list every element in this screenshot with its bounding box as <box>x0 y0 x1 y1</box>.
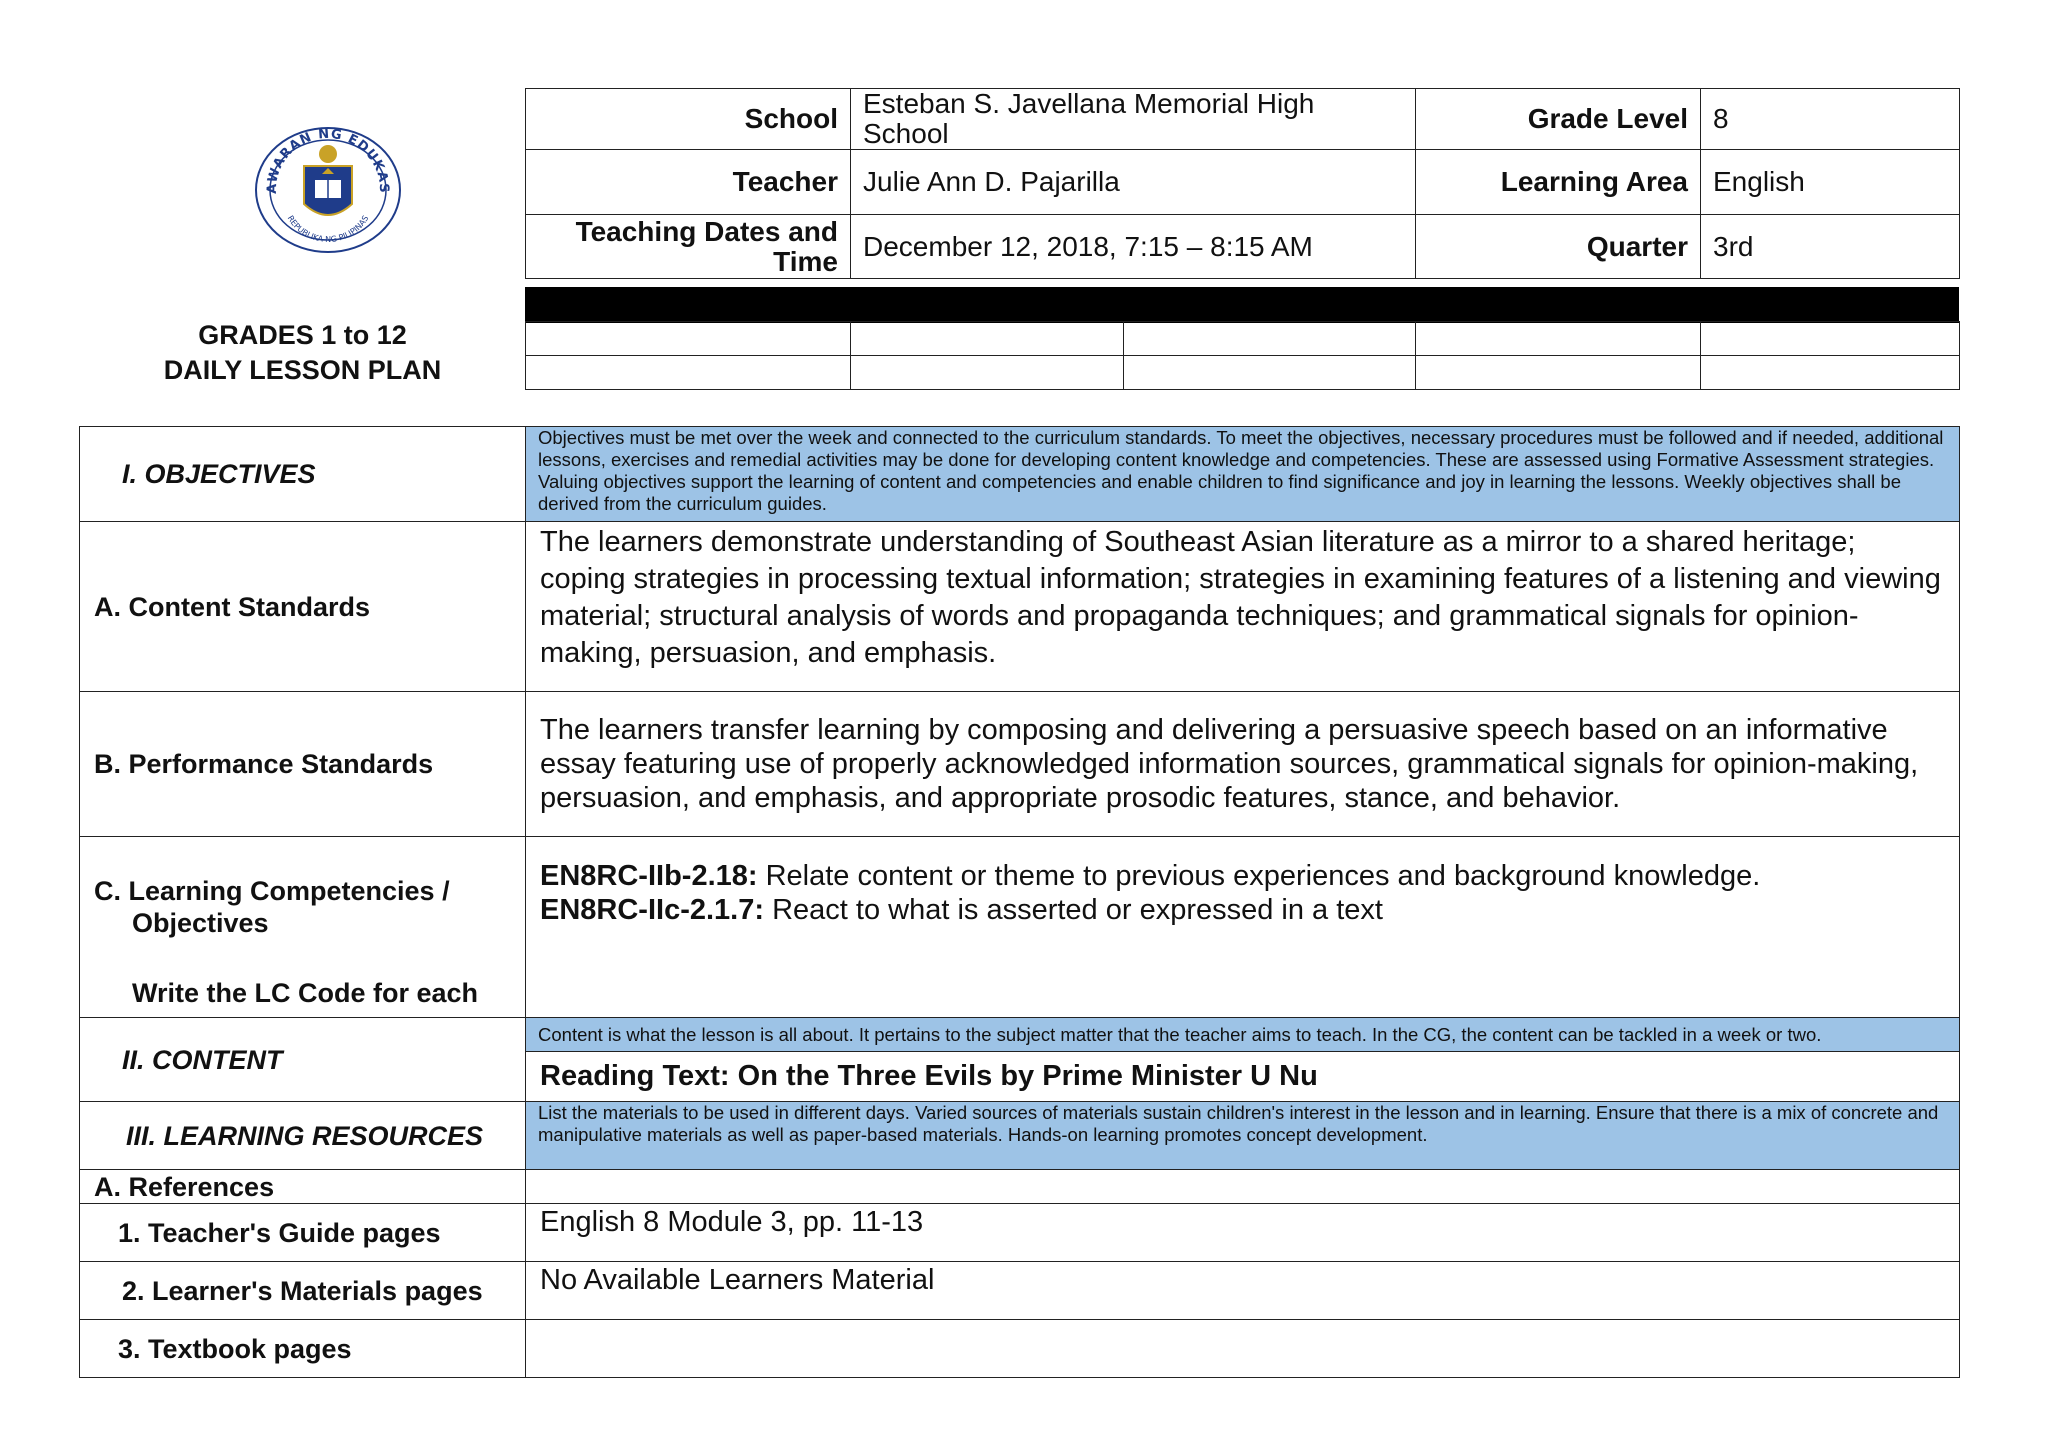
grid-cell <box>526 322 851 356</box>
svg-text:REPUBLIKA NG PILIPINAS: REPUBLIKA NG PILIPINAS <box>285 214 371 245</box>
objectives-note: Objectives must be met over the week and connected to the curriculum standards. To meet the objectives, necessary procedures must be followed and if needed, additional lessons, exercises and remedial activities may be done for developing content knowledge and competencies. These are assessed using Formative Assessment strategies. Valuing objectives support the learning of content and competencies and enable children to find significance and joy in learning the lessons. Weekly objectives shall be derived from the curriculum guides. <box>526 427 1960 522</box>
grid-cell <box>526 356 851 390</box>
textbook-label: 3. Textbook pages <box>80 1320 526 1378</box>
lc-text: Relate content or theme to previous experiences and background knowledge. <box>757 860 1761 892</box>
resources-label: III. LEARNING RESOURCES <box>80 1102 526 1170</box>
learning-area-value: English <box>1701 150 1960 215</box>
content-note-row <box>80 1018 1960 1052</box>
teachers-guide-label: 1. Teacher's Guide pages <box>80 1204 526 1262</box>
empty-schedule-grid <box>525 321 1960 390</box>
competencies-list <box>526 837 1960 1018</box>
title-line-grades: GRADES 1 to 12 <box>198 320 407 350</box>
quarter-value: 3rd <box>1701 215 1960 279</box>
content-standards-text: The learners demonstrate understanding of Southeast Asian literature as a mirror to a shared heritage; coping strategies in processing textual information; strategies in examining features of a listening and viewing material; structural analysis of words and propaganda techniques; and grammatical signals for opinion-making, persuasion, and emphasis. <box>526 522 1960 692</box>
school-value: Esteban S. Javellana Memorial High School <box>851 89 1416 150</box>
competencies-label-line2: Objectives <box>132 908 269 938</box>
objectives-row <box>80 427 1960 522</box>
teachers-guide-row <box>80 1204 1960 1262</box>
svg-text:KAGAWARAN NG EDUKASYON: AWARAN NG EDUKAS <box>264 126 392 194</box>
learning-area-label: Learning Area <box>1416 150 1701 215</box>
grade-level-value: 8 <box>1701 89 1960 150</box>
school-label: School <box>526 89 851 150</box>
textbook-row <box>80 1320 1960 1378</box>
seal-emblem-icon <box>252 126 404 254</box>
page-title <box>80 318 525 388</box>
competencies-label-line1: C. Learning Competencies / <box>94 876 450 906</box>
grid-cell <box>1416 356 1701 390</box>
teaching-dates-label: Teaching Dates and Time <box>526 215 851 279</box>
grid-cell <box>851 322 1124 356</box>
quarter-label: Quarter <box>1416 215 1701 279</box>
content-label: II. CONTENT <box>80 1018 526 1102</box>
competencies-label <box>80 837 526 1018</box>
competency-item <box>540 859 1945 893</box>
grid-cell <box>1124 322 1416 356</box>
deped-seal-logo <box>252 126 404 254</box>
content-note: Content is what the lesson is all about. It pertains to the subject matter that the teacher aims to teach. In the CG, the content can be tackled in a week or two. <box>526 1018 1960 1052</box>
lc-code: EN8RC-IIb-2.18: <box>540 860 758 892</box>
lc-text: React to what is asserted or expressed in a text <box>764 894 1383 926</box>
header-black-bar <box>525 287 1959 323</box>
competency-item <box>540 893 1945 927</box>
objectives-label: I. OBJECTIVES <box>80 427 526 522</box>
performance-standards-text: The learners transfer learning by composing and delivering a persuasive speech based on an informative essay featuring use of properly acknowledged information sources, grammatical signals for opinion-making, persuasion, and emphasis, and appropriate prosodic features, stance, and behavior. <box>526 692 1960 837</box>
learners-materials-label: 2. Learner's Materials pages <box>80 1262 526 1320</box>
content-text: Reading Text: On the Three Evils by Prime Minister U Nu <box>526 1052 1960 1102</box>
references-row <box>80 1170 1960 1204</box>
references-value <box>526 1170 1960 1204</box>
grid-cell <box>851 356 1124 390</box>
lesson-plan-table <box>79 426 1960 1378</box>
resources-row <box>80 1102 1960 1170</box>
header-info-table <box>525 88 1960 279</box>
competencies-row <box>80 837 1960 1018</box>
teachers-guide-value: English 8 Module 3, pp. 11-13 <box>526 1204 1960 1262</box>
grid-cell <box>1416 322 1701 356</box>
title-line-dlp: DAILY LESSON PLAN <box>163 355 442 385</box>
textbook-value <box>526 1320 1960 1378</box>
performance-standards-row <box>80 692 1960 837</box>
content-standards-label: A. Content Standards <box>80 522 526 692</box>
learners-materials-value: No Available Learners Material <box>526 1262 1960 1320</box>
performance-standards-label: B. Performance Standards <box>80 692 526 837</box>
grid-cell <box>1701 356 1960 390</box>
content-standards-row <box>80 522 1960 692</box>
teaching-dates-value: December 12, 2018, 7:15 – 8:15 AM <box>851 215 1416 279</box>
lc-code: EN8RC-IIc-2.1.7: <box>540 894 765 926</box>
competencies-label-line3: Write the LC Code for each <box>132 978 479 1008</box>
resources-note: List the materials to be used in different days. Varied sources of materials sustain children's interest in the lesson and in learning. Ensure that there is a mix of concrete and manipulative materials as well as paper-based materials. Hands-on learning promotes concept development. <box>526 1102 1960 1170</box>
learners-materials-row <box>80 1262 1960 1320</box>
grid-cell <box>1124 356 1416 390</box>
references-label: A. References <box>80 1170 526 1204</box>
grid-cell <box>1701 322 1960 356</box>
grade-level-label: Grade Level <box>1416 89 1701 150</box>
teacher-value: Julie Ann D. Pajarilla <box>851 150 1416 215</box>
teacher-label: Teacher <box>526 150 851 215</box>
